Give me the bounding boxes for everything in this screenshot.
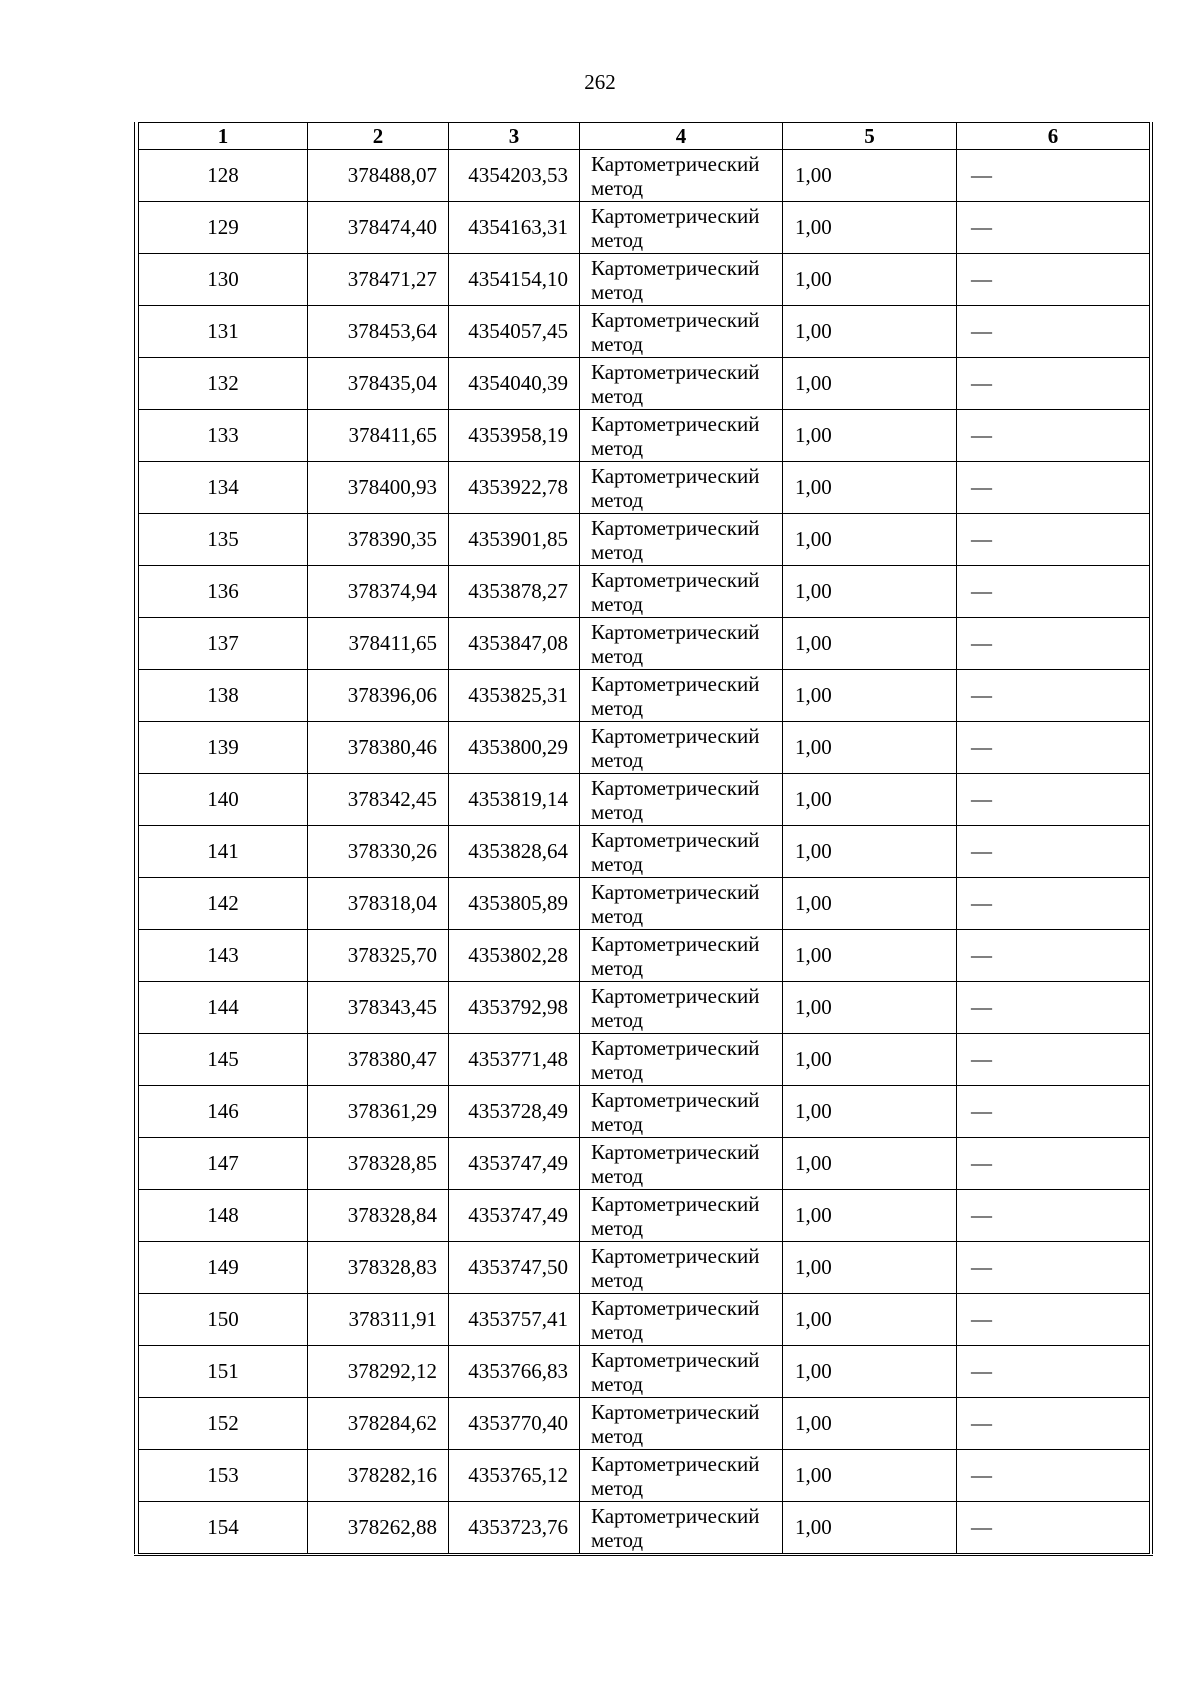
table-row xyxy=(139,462,1150,514)
table-row xyxy=(139,1398,1150,1450)
method-cell: Картометрический метод xyxy=(580,202,783,254)
note-cell: — xyxy=(957,1294,1150,1346)
point-number-cell: 130 xyxy=(139,254,308,306)
accuracy-cell: 1,00 xyxy=(783,826,957,878)
method-cell: Картометрический метод xyxy=(580,1346,783,1398)
y-coordinate-cell: 4353771,48 xyxy=(449,1034,580,1086)
x-coordinate-cell: 378488,07 xyxy=(308,150,449,202)
note-cell: — xyxy=(957,150,1150,202)
note-cell: — xyxy=(957,1034,1150,1086)
x-coordinate-cell: 378400,93 xyxy=(308,462,449,514)
method-cell: Картометрический метод xyxy=(580,566,783,618)
method-cell: Картометрический метод xyxy=(580,982,783,1034)
point-number-cell: 139 xyxy=(139,722,308,774)
accuracy-cell: 1,00 xyxy=(783,774,957,826)
method-cell: Картометрический метод xyxy=(580,774,783,826)
method-cell: Картометрический метод xyxy=(580,1086,783,1138)
table-row xyxy=(139,202,1150,254)
x-coordinate-cell: 378328,84 xyxy=(308,1190,449,1242)
method-cell: Картометрический метод xyxy=(580,826,783,878)
method-cell: Картометрический метод xyxy=(580,410,783,462)
method-cell: Картометрический метод xyxy=(580,514,783,566)
method-cell: Картометрический метод xyxy=(580,878,783,930)
table-row xyxy=(139,254,1150,306)
x-coordinate-cell: 378262,88 xyxy=(308,1502,449,1554)
accuracy-cell: 1,00 xyxy=(783,358,957,410)
x-coordinate-cell: 378380,47 xyxy=(308,1034,449,1086)
y-coordinate-cell: 4353766,83 xyxy=(449,1346,580,1398)
table-row xyxy=(139,1190,1150,1242)
note-cell: — xyxy=(957,878,1150,930)
accuracy-cell: 1,00 xyxy=(783,618,957,670)
point-number-cell: 149 xyxy=(139,1242,308,1294)
y-coordinate-cell: 4353747,49 xyxy=(449,1190,580,1242)
accuracy-cell: 1,00 xyxy=(783,1034,957,1086)
y-coordinate-cell: 4353828,64 xyxy=(449,826,580,878)
table-row xyxy=(139,878,1150,930)
accuracy-cell: 1,00 xyxy=(783,1086,957,1138)
coordinates-table xyxy=(138,122,1150,1554)
table-frame-left xyxy=(134,122,135,1554)
table-frame-bottom xyxy=(134,1555,1153,1556)
accuracy-cell: 1,00 xyxy=(783,306,957,358)
point-number-cell: 145 xyxy=(139,1034,308,1086)
note-cell: — xyxy=(957,722,1150,774)
note-cell: — xyxy=(957,982,1150,1034)
x-coordinate-cell: 378311,91 xyxy=(308,1294,449,1346)
y-coordinate-cell: 4353922,78 xyxy=(449,462,580,514)
note-cell: — xyxy=(957,1502,1150,1554)
header-cell: 6 xyxy=(957,123,1150,150)
table-body xyxy=(139,150,1150,1554)
table-row xyxy=(139,1502,1150,1554)
x-coordinate-cell: 378325,70 xyxy=(308,930,449,982)
y-coordinate-cell: 4353757,41 xyxy=(449,1294,580,1346)
table-row xyxy=(139,774,1150,826)
accuracy-cell: 1,00 xyxy=(783,722,957,774)
table-row xyxy=(139,1346,1150,1398)
table-row xyxy=(139,410,1150,462)
note-cell: — xyxy=(957,1450,1150,1502)
table-row xyxy=(139,1138,1150,1190)
accuracy-cell: 1,00 xyxy=(783,1502,957,1554)
point-number-cell: 134 xyxy=(139,462,308,514)
accuracy-cell: 1,00 xyxy=(783,1138,957,1190)
y-coordinate-cell: 4353770,40 xyxy=(449,1398,580,1450)
table-header-row xyxy=(139,123,1150,150)
x-coordinate-cell: 378374,94 xyxy=(308,566,449,618)
table-row xyxy=(139,150,1150,202)
point-number-cell: 142 xyxy=(139,878,308,930)
accuracy-cell: 1,00 xyxy=(783,878,957,930)
x-coordinate-cell: 378411,65 xyxy=(308,410,449,462)
y-coordinate-cell: 4353728,49 xyxy=(449,1086,580,1138)
point-number-cell: 154 xyxy=(139,1502,308,1554)
x-coordinate-cell: 378380,46 xyxy=(308,722,449,774)
table-header xyxy=(139,123,1150,150)
note-cell: — xyxy=(957,202,1150,254)
y-coordinate-cell: 4353847,08 xyxy=(449,618,580,670)
accuracy-cell: 1,00 xyxy=(783,514,957,566)
point-number-cell: 144 xyxy=(139,982,308,1034)
y-coordinate-cell: 4353747,49 xyxy=(449,1138,580,1190)
x-coordinate-cell: 378282,16 xyxy=(308,1450,449,1502)
point-number-cell: 135 xyxy=(139,514,308,566)
coordinates-table-wrapper xyxy=(138,122,1149,1554)
accuracy-cell: 1,00 xyxy=(783,1294,957,1346)
accuracy-cell: 1,00 xyxy=(783,1242,957,1294)
note-cell: — xyxy=(957,930,1150,982)
x-coordinate-cell: 378411,65 xyxy=(308,618,449,670)
accuracy-cell: 1,00 xyxy=(783,566,957,618)
method-cell: Картометрический метод xyxy=(580,462,783,514)
y-coordinate-cell: 4353792,98 xyxy=(449,982,580,1034)
accuracy-cell: 1,00 xyxy=(783,1190,957,1242)
y-coordinate-cell: 4353747,50 xyxy=(449,1242,580,1294)
point-number-cell: 148 xyxy=(139,1190,308,1242)
point-number-cell: 138 xyxy=(139,670,308,722)
table-row xyxy=(139,1450,1150,1502)
method-cell: Картометрический метод xyxy=(580,1450,783,1502)
accuracy-cell: 1,00 xyxy=(783,930,957,982)
x-coordinate-cell: 378390,35 xyxy=(308,514,449,566)
method-cell: Картометрический метод xyxy=(580,254,783,306)
note-cell: — xyxy=(957,306,1150,358)
table-row xyxy=(139,514,1150,566)
table-row xyxy=(139,306,1150,358)
note-cell: — xyxy=(957,1138,1150,1190)
note-cell: — xyxy=(957,1242,1150,1294)
accuracy-cell: 1,00 xyxy=(783,982,957,1034)
method-cell: Картометрический метод xyxy=(580,722,783,774)
accuracy-cell: 1,00 xyxy=(783,410,957,462)
x-coordinate-cell: 378292,12 xyxy=(308,1346,449,1398)
point-number-cell: 150 xyxy=(139,1294,308,1346)
method-cell: Картометрический метод xyxy=(580,1502,783,1554)
method-cell: Картометрический метод xyxy=(580,1034,783,1086)
table-row xyxy=(139,670,1150,722)
point-number-cell: 128 xyxy=(139,150,308,202)
note-cell: — xyxy=(957,514,1150,566)
point-number-cell: 132 xyxy=(139,358,308,410)
method-cell: Картометрический метод xyxy=(580,1138,783,1190)
x-coordinate-cell: 378330,26 xyxy=(308,826,449,878)
note-cell: — xyxy=(957,462,1150,514)
y-coordinate-cell: 4353805,89 xyxy=(449,878,580,930)
y-coordinate-cell: 4354163,31 xyxy=(449,202,580,254)
accuracy-cell: 1,00 xyxy=(783,670,957,722)
point-number-cell: 141 xyxy=(139,826,308,878)
y-coordinate-cell: 4353802,28 xyxy=(449,930,580,982)
table-frame-right xyxy=(1152,122,1153,1554)
x-coordinate-cell: 378396,06 xyxy=(308,670,449,722)
method-cell: Картометрический метод xyxy=(580,1294,783,1346)
point-number-cell: 129 xyxy=(139,202,308,254)
method-cell: Картометрический метод xyxy=(580,150,783,202)
note-cell: — xyxy=(957,1190,1150,1242)
y-coordinate-cell: 4353901,85 xyxy=(449,514,580,566)
y-coordinate-cell: 4353825,31 xyxy=(449,670,580,722)
table-row xyxy=(139,1034,1150,1086)
accuracy-cell: 1,00 xyxy=(783,202,957,254)
note-cell: — xyxy=(957,410,1150,462)
header-cell: 1 xyxy=(139,123,308,150)
x-coordinate-cell: 378435,04 xyxy=(308,358,449,410)
y-coordinate-cell: 4353800,29 xyxy=(449,722,580,774)
note-cell: — xyxy=(957,774,1150,826)
accuracy-cell: 1,00 xyxy=(783,462,957,514)
accuracy-cell: 1,00 xyxy=(783,1450,957,1502)
note-cell: — xyxy=(957,826,1150,878)
table-row xyxy=(139,1086,1150,1138)
method-cell: Картометрический метод xyxy=(580,1398,783,1450)
point-number-cell: 147 xyxy=(139,1138,308,1190)
point-number-cell: 131 xyxy=(139,306,308,358)
table-row xyxy=(139,722,1150,774)
point-number-cell: 140 xyxy=(139,774,308,826)
x-coordinate-cell: 378471,27 xyxy=(308,254,449,306)
method-cell: Картометрический метод xyxy=(580,1242,783,1294)
point-number-cell: 153 xyxy=(139,1450,308,1502)
y-coordinate-cell: 4354154,10 xyxy=(449,254,580,306)
method-cell: Картометрический метод xyxy=(580,306,783,358)
point-number-cell: 151 xyxy=(139,1346,308,1398)
y-coordinate-cell: 4354203,53 xyxy=(449,150,580,202)
header-cell: 3 xyxy=(449,123,580,150)
table-row xyxy=(139,566,1150,618)
note-cell: — xyxy=(957,1398,1150,1450)
method-cell: Картометрический метод xyxy=(580,670,783,722)
x-coordinate-cell: 378284,62 xyxy=(308,1398,449,1450)
header-cell: 5 xyxy=(783,123,957,150)
point-number-cell: 137 xyxy=(139,618,308,670)
note-cell: — xyxy=(957,566,1150,618)
point-number-cell: 146 xyxy=(139,1086,308,1138)
note-cell: — xyxy=(957,254,1150,306)
y-coordinate-cell: 4354040,39 xyxy=(449,358,580,410)
table-row xyxy=(139,982,1150,1034)
method-cell: Картометрический метод xyxy=(580,618,783,670)
method-cell: Картометрический метод xyxy=(580,930,783,982)
table-row xyxy=(139,930,1150,982)
note-cell: — xyxy=(957,1346,1150,1398)
x-coordinate-cell: 378453,64 xyxy=(308,306,449,358)
accuracy-cell: 1,00 xyxy=(783,1346,957,1398)
y-coordinate-cell: 4353878,27 xyxy=(449,566,580,618)
x-coordinate-cell: 378343,45 xyxy=(308,982,449,1034)
note-cell: — xyxy=(957,670,1150,722)
point-number-cell: 152 xyxy=(139,1398,308,1450)
table-row xyxy=(139,358,1150,410)
x-coordinate-cell: 378342,45 xyxy=(308,774,449,826)
y-coordinate-cell: 4354057,45 xyxy=(449,306,580,358)
x-coordinate-cell: 378474,40 xyxy=(308,202,449,254)
table-row xyxy=(139,1242,1150,1294)
y-coordinate-cell: 4353958,19 xyxy=(449,410,580,462)
point-number-cell: 136 xyxy=(139,566,308,618)
y-coordinate-cell: 4353765,12 xyxy=(449,1450,580,1502)
note-cell: — xyxy=(957,1086,1150,1138)
table-row xyxy=(139,1294,1150,1346)
y-coordinate-cell: 4353723,76 xyxy=(449,1502,580,1554)
method-cell: Картометрический метод xyxy=(580,358,783,410)
note-cell: — xyxy=(957,618,1150,670)
x-coordinate-cell: 378318,04 xyxy=(308,878,449,930)
accuracy-cell: 1,00 xyxy=(783,1398,957,1450)
table-row xyxy=(139,826,1150,878)
accuracy-cell: 1,00 xyxy=(783,150,957,202)
x-coordinate-cell: 378328,85 xyxy=(308,1138,449,1190)
table-row xyxy=(139,618,1150,670)
x-coordinate-cell: 378361,29 xyxy=(308,1086,449,1138)
page-number: 262 xyxy=(584,70,616,94)
header-cell: 2 xyxy=(308,123,449,150)
header-cell: 4 xyxy=(580,123,783,150)
x-coordinate-cell: 378328,83 xyxy=(308,1242,449,1294)
accuracy-cell: 1,00 xyxy=(783,254,957,306)
y-coordinate-cell: 4353819,14 xyxy=(449,774,580,826)
method-cell: Картометрический метод xyxy=(580,1190,783,1242)
point-number-cell: 143 xyxy=(139,930,308,982)
point-number-cell: 133 xyxy=(139,410,308,462)
note-cell: — xyxy=(957,358,1150,410)
